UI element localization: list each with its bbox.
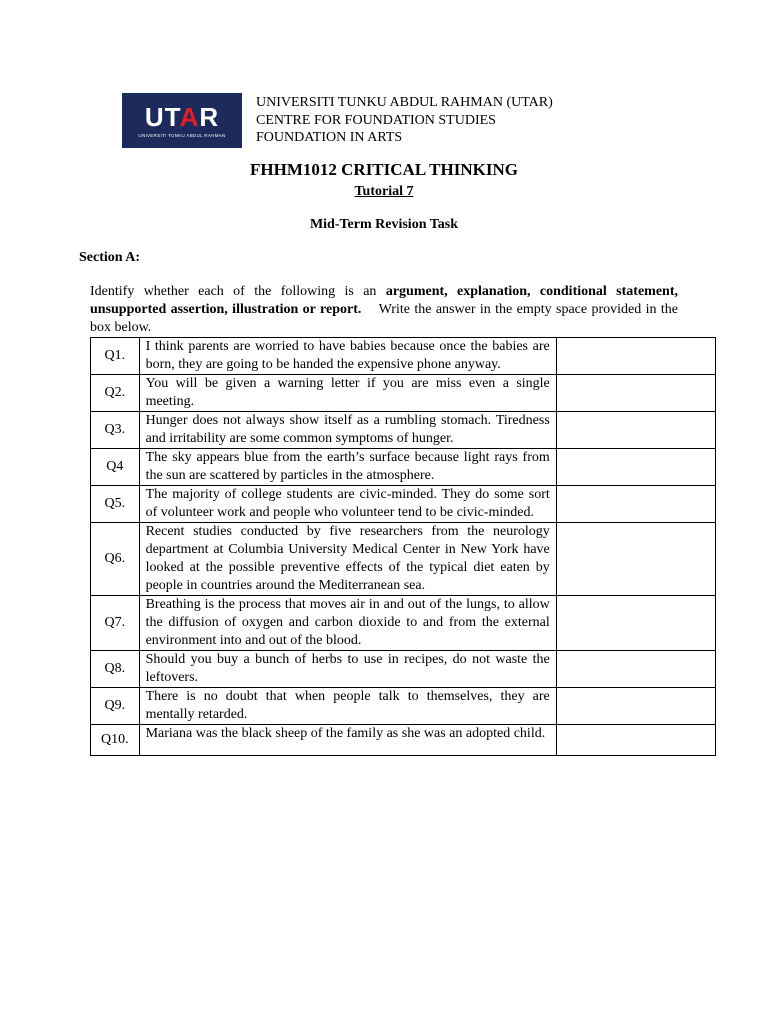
question-number: Q6.: [91, 523, 140, 596]
question-table: [90, 337, 716, 756]
centre-name: CENTRE FOR FOUNDATION STUDIES: [256, 112, 496, 128]
answer-cell[interactable]: [556, 412, 715, 449]
course-title: FHHM1012 CRITICAL THINKING: [250, 160, 518, 179]
question-number: Q3.: [91, 412, 140, 449]
question-text: The sky appears blue from the earth’s surface because light rays from the sun are scattered by particles in the atmosphere.: [139, 449, 556, 486]
question-text: Should you buy a bunch of herbs to use in recipes, do not waste the leftovers.: [139, 651, 556, 688]
answer-cell[interactable]: [556, 688, 715, 725]
question-row: [91, 412, 716, 449]
question-number: Q7.: [91, 596, 140, 651]
answer-types: argument, explanation, conditional statement, unsupported assertion, illustration or report.: [90, 284, 678, 317]
question-row: [91, 596, 716, 651]
answer-cell[interactable]: [556, 725, 715, 756]
institution-block: [256, 94, 553, 148]
answer-cell[interactable]: [556, 449, 715, 486]
question-number: Q5.: [91, 486, 140, 523]
answer-cell[interactable]: [556, 486, 715, 523]
question-text: Recent studies conducted by five researchers from the neurology department at Columbia University Medical Center in New York have looked at the possible preventive effects of the typical diet eaten by people in countries around the Mediterranean sea.: [139, 523, 556, 596]
answer-cell[interactable]: [556, 596, 715, 651]
task-title: Mid-Term Revision Task: [309, 217, 459, 232]
question-number: Q1.: [91, 338, 140, 375]
question-row: [91, 688, 716, 725]
document-header: [122, 93, 553, 148]
question-number: Q8.: [91, 651, 140, 688]
question-row: [91, 725, 716, 756]
instructions: Identify whether each of the following is an argument, explanation, conditional statement, unsupported assertion, illustration or report. Write the answer in the empty space provided in the box below.: [90, 284, 682, 335]
question-text: Breathing is the process that moves air in and out of the lungs, to allow the diffusion of oxygen and carbon dioxide to and from the external environment into and out of the blood.: [139, 596, 556, 651]
question-text: You will be given a warning letter if you are miss even a single meeting.: [139, 375, 556, 412]
logo-subtitle: UNIVERSITI TUNKU ABDUL RAHMAN: [138, 133, 226, 138]
tutorial-label: Tutorial 7: [354, 184, 414, 199]
question-row: [91, 651, 716, 688]
question-row: [91, 523, 716, 596]
answer-cell[interactable]: [556, 651, 715, 688]
question-text: Mariana was the black sheep of the family as she was an adopted child.: [139, 725, 556, 756]
answer-cell[interactable]: [556, 375, 715, 412]
question-number: Q10.: [91, 725, 140, 756]
question-row: [91, 449, 716, 486]
question-row: [91, 338, 716, 375]
question-number: Q2.: [91, 375, 140, 412]
answer-cell[interactable]: [556, 338, 715, 375]
answer-cell[interactable]: [556, 523, 715, 596]
question-text: The majority of college students are civic-minded. They do some sort of volunteer work and people who volunteer tend to be civic-minded.: [139, 486, 556, 523]
utar-logo: [122, 93, 242, 148]
question-number: Q9.: [91, 688, 140, 725]
question-row: [91, 486, 716, 523]
section-label: Section A:: [79, 250, 141, 265]
question-text: Hunger does not always show itself as a rumbling stomach. Tiredness and irritability are some common symptoms of hunger.: [139, 412, 556, 449]
logo-wordmark: UTAR: [144, 102, 220, 132]
question-row: [91, 375, 716, 412]
question-number: Q4: [91, 449, 140, 486]
institution-name: UNIVERSITI TUNKU ABDUL RAHMAN (UTAR): [256, 95, 553, 110]
programme-name: FOUNDATION IN ARTS: [256, 130, 403, 145]
question-text: I think parents are worried to have babies because once the babies are born, they are going to be handed the expensive phone anyway.: [139, 338, 556, 375]
question-text: There is no doubt that when people talk to themselves, they are mentally retarded.: [139, 688, 556, 725]
